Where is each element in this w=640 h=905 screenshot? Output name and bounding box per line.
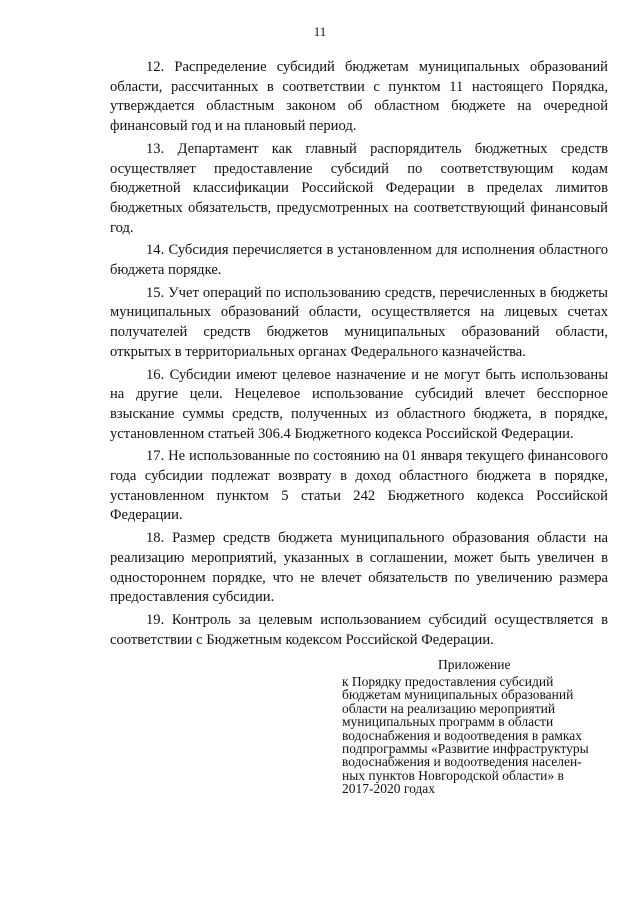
appendix-line: области на реализацию мероприятий <box>342 700 556 716</box>
paragraph-18: 18. Размер средств бюджета муниципального образования области на реализацию мероприятий, указанных в соглашении, может быть увеличен в одностороннем порядке, что не влечет обязательств по увеличению размера предоставления субсидии. <box>110 530 608 606</box>
document-body <box>110 58 608 653</box>
paragraph-17: 17. Не использованные по состоянию на 01 января текущего финансового года субсидии подлежат возврату в доход областного бюджета в порядке, установленном пунктом 5 статьи 242 Бюджетного кодекса Российской Федерации. <box>110 448 608 524</box>
appendix-line: муниципальных программ в области <box>342 714 554 730</box>
paragraph-13: 13. Департамент как главный распорядитель бюджетных средств осуществляет предоставление субсидий по соответствующим кодам бюджетной классификации Российской Федерации в пределах лимитов бюджетных обязательств, предусмотренных на соответствующий финансовый год. <box>110 140 608 236</box>
paragraph-15: 15. Учет операций по использованию средств, перечисленных в бюджеты муниципальных образований области, осуществляется на лицевых счетах получателей средств бюджетов муниципальных образований области, открытых в территориальных органах Федерального казначейства. <box>110 284 608 360</box>
appendix-line: бюджетам муниципальных образований <box>342 687 574 703</box>
appendix-line: водоснабжения и водоотведения населен- <box>342 754 582 770</box>
page-number: 11 <box>313 24 327 39</box>
appendix-line: к Порядку предоставления субсидий <box>342 674 554 689</box>
paragraph-12: 12. Распределение субсидий бюджетам муниципальных образований области, рассчитанных в соответствии с пунктом 11 настоящего Порядка, утверждается областным законом об областном бюджете на очередной финансовый год и на плановый период. <box>110 59 608 135</box>
appendix-line: 2017-2020 годах <box>342 781 436 797</box>
appendix-title: Приложение <box>438 657 511 672</box>
appendix-line: подпрограммы «Развитие инфраструктуры <box>342 741 589 757</box>
paragraph-14: 14. Субсидия перечисляется в установленном для исполнения областного бюджета порядке. <box>110 242 608 279</box>
paragraph-19: 19. Контроль за целевым использованием субсидий осуществляется в соответствии с Бюджетным кодексом Российской Федерации. <box>110 611 608 648</box>
appendix-line: ных пунктов Новгородской области» в <box>342 767 564 783</box>
paragraph-16: 16. Субсидии имеют целевое назначение и не могут быть использованы на другие цели. Нецелевое использование субсидий влечет бесспорное взыскание суммы средств, полученных из областного бюджета, в порядке, установленном статьей 306.4 Бюджетного кодекса Российской Федерации. <box>110 366 608 442</box>
appendix-caption <box>342 675 612 796</box>
appendix-line: водоснабжения и водоотведения в рамках <box>342 727 582 743</box>
